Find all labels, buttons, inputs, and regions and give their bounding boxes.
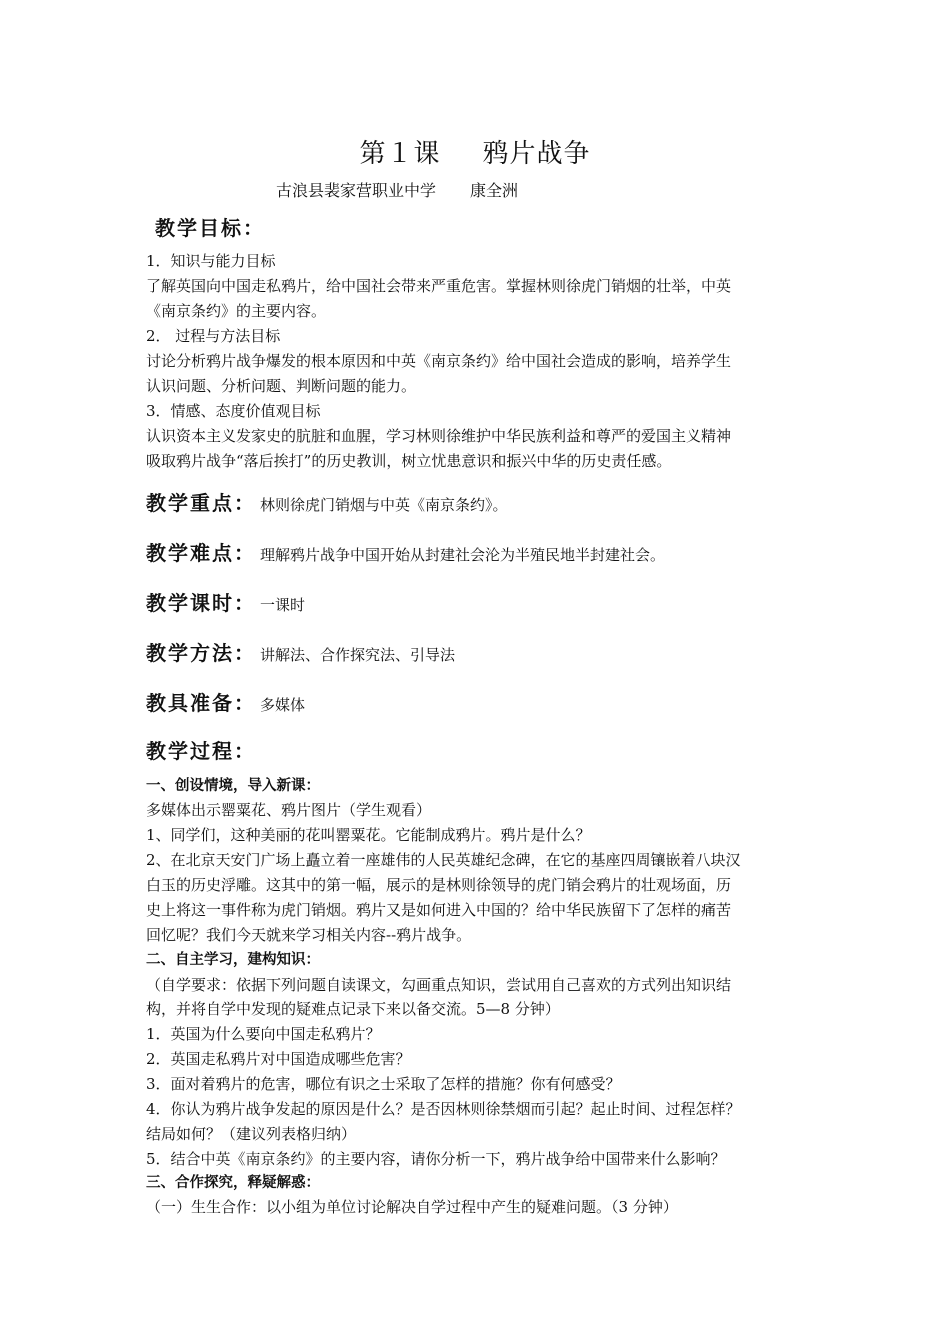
hours-row [146,587,305,616]
key-point-text: 林则徐虎门销烟与中英《南京条约》。 [260,496,508,514]
difficulty-text: 理解鸦片战争中国开始从封建社会沦为半殖民地半封建社会。 [260,546,666,564]
process-line: 史上将这一事件称为虎门销烟。鸦片又是如何进入中国的？给中华民族留下了怎样的痛苦 [146,901,732,919]
objective-line: 2． 过程与方法目标 [146,327,281,345]
process-line: 4．你认为鸦片战争发起的原因是什么？是否因林则徐禁烟而引起？起止时间、过程怎样？ [146,1100,741,1118]
process-heading: 教学过程： [146,739,256,763]
process-line: 回忆呢？我们今天就来学习相关内容--鸦片战争。 [146,926,472,944]
process-line: 3．面对着鸦片的危害，哪位有识之士采取了怎样的措施？你有何感受？ [146,1075,621,1093]
method-text: 讲解法、合作探究法、引导法 [260,646,456,664]
process-line: 1、同学们，这种美丽的花叫罂粟花。它能制成鸦片。鸦片是什么？ [146,826,591,844]
tools-label: 教具准备： [146,691,256,715]
objective-line: 吸取鸦片战争“落后挨打”的历史教训，树立忧患意识和振兴中华的历史责任感。 [146,452,672,470]
process-line: 多媒体出示罂粟花、鸦片图片（学生观看） [146,801,432,819]
author-line [276,178,518,201]
lesson-number: 第１课 [359,139,441,169]
process-section-heading: 二、自主学习，建构知识： [146,951,320,968]
key-point-label: 教学重点： [146,491,256,515]
author-school: 古浪县裴家营职业中学 [276,181,437,200]
objective-line: 3．情感、态度价值观目标 [146,402,321,420]
process-line: 构，并将自学中发现的疑难点记录下来以备交流。5—8 分钟） [146,1000,560,1018]
difficulty-row [146,537,665,566]
lesson-topic: 鸦片战争 [482,139,591,169]
hours-label: 教学课时： [146,591,256,615]
tools-row [146,687,305,716]
objective-line: 1．知识与能力目标 [146,252,276,270]
lesson-title [0,133,950,170]
objective-line: 认识问题、分析问题、判断问题的能力。 [146,377,417,395]
process-line: （一）生生合作：以小组为单位讨论解决自学过程中产生的疑难问题。（3 分钟） [146,1198,678,1216]
author-name: 康全洲 [470,181,519,200]
process-section-heading: 三、合作探究，释疑解惑： [146,1174,320,1191]
objectives-heading: 教学目标： [155,216,265,240]
objective-line: 认识资本主义发家史的肮脏和血腥，学习林则徐维护中华民族利益和尊严的爱国主义精神 [146,427,732,445]
key-point-row [146,487,508,516]
objective-line: 《南京条约》的主要内容。 [146,302,327,320]
method-label: 教学方法： [146,641,256,665]
method-row [146,637,455,666]
process-line: 2．英国走私鸦片对中国造成哪些危害？ [146,1050,411,1068]
process-line: （自学要求：依据下列问题自读课文，勾画重点知识，尝试用自己喜欢的方式列出知识结 [146,976,732,994]
difficulty-label: 教学难点： [146,541,256,565]
hours-text: 一课时 [260,596,306,614]
objective-line: 讨论分析鸦片战争爆发的根本原因和中英《南京条约》给中国社会造成的影响，培养学生 [146,352,732,370]
process-line: 白玉的历史浮雕。这其中的第一幅，展示的是林则徐领导的虎门销会鸦片的壮观场面，历 [146,876,732,894]
process-line: 5．结合中英《南京条约》的主要内容，请你分析一下，鸦片战争给中国带来什么影响？ [146,1150,726,1168]
process-section-heading: 一、创设情境，导入新课： [146,777,320,794]
process-line: 2、在北京天安门广场上矗立着一座雄伟的人民英雄纪念碑，在它的基座四周镶嵌着八块汉 [146,851,741,869]
process-line: 结局如何？（建议列表格归纳） [146,1125,357,1143]
tools-text: 多媒体 [260,696,306,714]
process-line: 1．英国为什么要向中国走私鸦片？ [146,1025,381,1043]
objective-line: 了解英国向中国走私鸦片，给中国社会带来严重危害。掌握林则徐虎门销烟的壮举，中英 [146,277,732,295]
